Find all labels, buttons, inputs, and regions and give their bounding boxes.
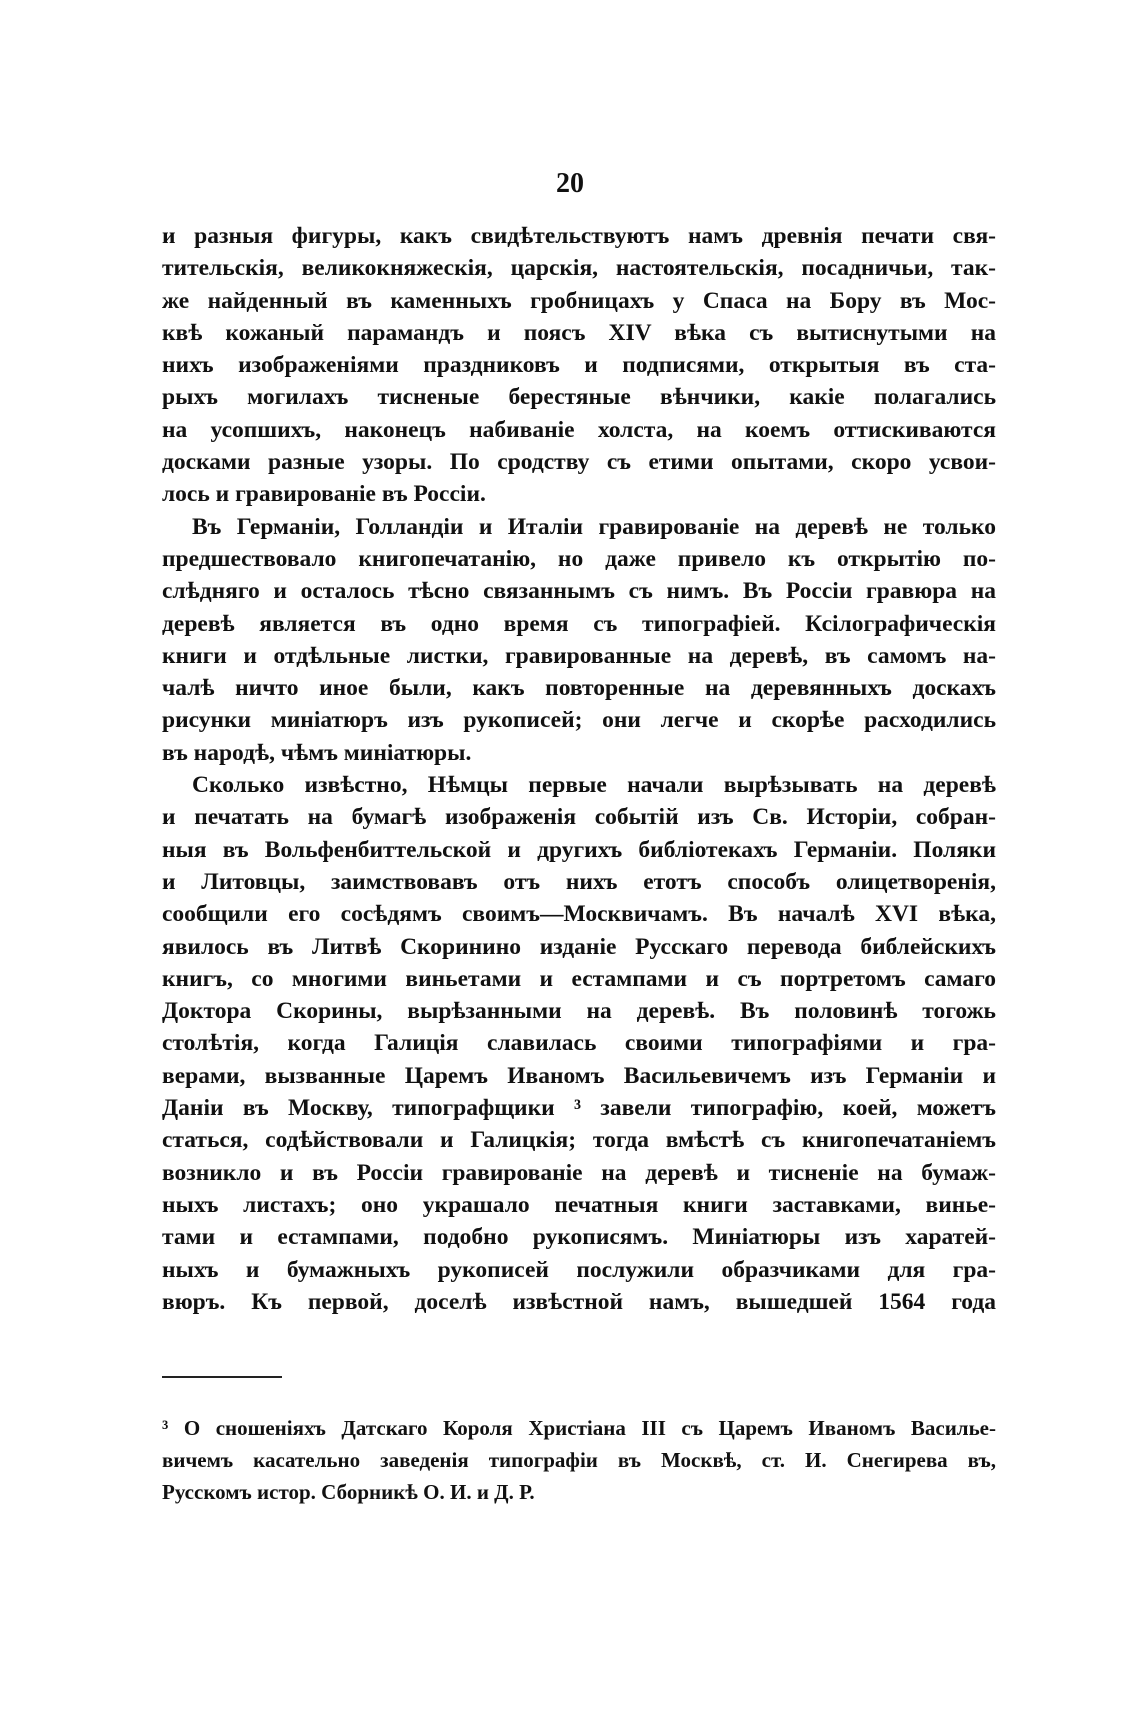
text-line: книги и отдѣльные листки, гравированные на деревѣ, въ самомъ на- bbox=[162, 642, 996, 669]
text-line: тами и естампами, подобно рукописямъ. Миніатюры изъ харатей- bbox=[162, 1224, 996, 1251]
footnote-line: Русскомъ истор. Сборникѣ О. И. и Д. Р. bbox=[162, 1480, 535, 1504]
text-line: возникло и въ Россіи гравированіе на деревѣ и тисненіе на бумаж- bbox=[162, 1159, 996, 1186]
text-line: предшествовало книгопечатанію, но даже привело къ открытію по- bbox=[162, 545, 996, 572]
text-line: вюръ. Къ первой, доселѣ извѣстной намъ, вышедшей 1564 года bbox=[162, 1288, 996, 1315]
paragraph-3 bbox=[162, 769, 996, 1318]
text-line: же найденный въ каменныхъ гробницахъ у Спаса на Бору въ Мос- bbox=[162, 287, 996, 314]
text-line: рыхъ могилахъ тисненые берестяные вѣнчики, какіе полагались bbox=[162, 384, 996, 411]
text-line: лось и гравированіе въ Россіи. bbox=[162, 481, 486, 508]
text-line: ныя въ Вольфенбиттельской и другихъ библіотекахъ Германіи. Поляки bbox=[162, 836, 996, 863]
paragraph-2 bbox=[162, 511, 996, 769]
text-line: столѣтія, когда Галиція славилась своими типографіями и гра- bbox=[162, 1030, 996, 1057]
text-line: статься, содѣйствовали и Галицкія; тогда вмѣстѣ съ книгопечатаніемъ bbox=[162, 1127, 996, 1154]
text-line: въ народѣ, чѣмъ миніатюры. bbox=[162, 739, 472, 766]
text-line: сообщили его сосѣдямъ своимъ—Москвичамъ. Въ началѣ XVI вѣка, bbox=[162, 901, 996, 928]
text-line: и разныя фигуры, какъ свидѣтельствуютъ намъ древнія печати свя- bbox=[162, 223, 996, 249]
footnote-line: вичемъ касательно заведенія типографіи въ Москвѣ, ст. И. Снегирева въ, bbox=[162, 1448, 996, 1472]
text-line: чалѣ ничто иное были, какъ повторенные на деревянныхъ доскахъ bbox=[162, 675, 996, 702]
text-line: тительскія, великокняжескія, царскія, настоятельскія, посадничьи, так- bbox=[162, 255, 996, 282]
text-line: слѣдняго и осталось тѣсно связаннымъ съ нимъ. Въ Россіи гравюра на bbox=[162, 578, 996, 605]
page-number: 20 bbox=[556, 168, 584, 199]
text-line: рисунки миніатюръ изъ рукописей; они легче и скорѣе расходились bbox=[162, 707, 996, 734]
body-text bbox=[162, 220, 996, 1318]
text-line: деревѣ является въ одно время съ типографіей. Ксілографическія bbox=[162, 610, 996, 637]
text-line: и печатать на бумагѣ изображенія событій изъ Св. Исторіи, собран- bbox=[162, 804, 996, 831]
text-line: квѣ кожаный парамандъ и поясъ XIV вѣка съ вытиснутыми на bbox=[162, 319, 996, 346]
text-line: на усопшихъ, наконецъ набиваніе холста, на коемъ оттискиваются bbox=[162, 416, 996, 443]
text-line: книгъ, со многими виньетами и естампами и съ портретомъ самаго bbox=[162, 965, 996, 992]
text-line: Даніи въ Москву, типографщики ³ завели типографію, коей, можетъ bbox=[162, 1095, 996, 1122]
text-line: Сколько извѣстно, Нѣмцы первые начали вырѣзывать на деревѣ bbox=[192, 772, 996, 799]
text-line: досками разные узоры. По сродству съ етими опытами, скоро усвои- bbox=[162, 449, 996, 476]
footnote-line: ³ О сношеніяхъ Датскаго Короля Христіана III съ Царемъ Иваномъ Василье- bbox=[162, 1416, 996, 1440]
text-line: Въ Германіи, Голландіи и Италіи гравированіе на деревѣ не только bbox=[192, 513, 996, 540]
text-line: явилось въ Литвѣ Скоринино изданіе Русскаго перевода библейскихъ bbox=[162, 933, 996, 960]
text-line: ныхъ и бумажныхъ рукописей послужили образчиками для гра- bbox=[162, 1256, 996, 1283]
text-line: верами, вызванные Царемъ Иваномъ Васильевичемъ изъ Германіи и bbox=[162, 1062, 996, 1089]
footnote-divider bbox=[162, 1376, 282, 1378]
paragraph-1 bbox=[162, 220, 996, 511]
text-line: ныхъ листахъ; оно украшало печатныя книги заставками, винье- bbox=[162, 1191, 996, 1218]
text-line: Доктора Скорины, вырѣзанными на деревѣ. Въ половинѣ тогожь bbox=[162, 998, 996, 1025]
text-line: нихъ изображеніями праздниковъ и подписями, открытыя въ ста- bbox=[162, 352, 996, 379]
text-line: и Литовцы, заимствовавъ отъ нихъ етотъ способъ олицетворенія, bbox=[162, 868, 996, 895]
footnote bbox=[162, 1412, 996, 1508]
